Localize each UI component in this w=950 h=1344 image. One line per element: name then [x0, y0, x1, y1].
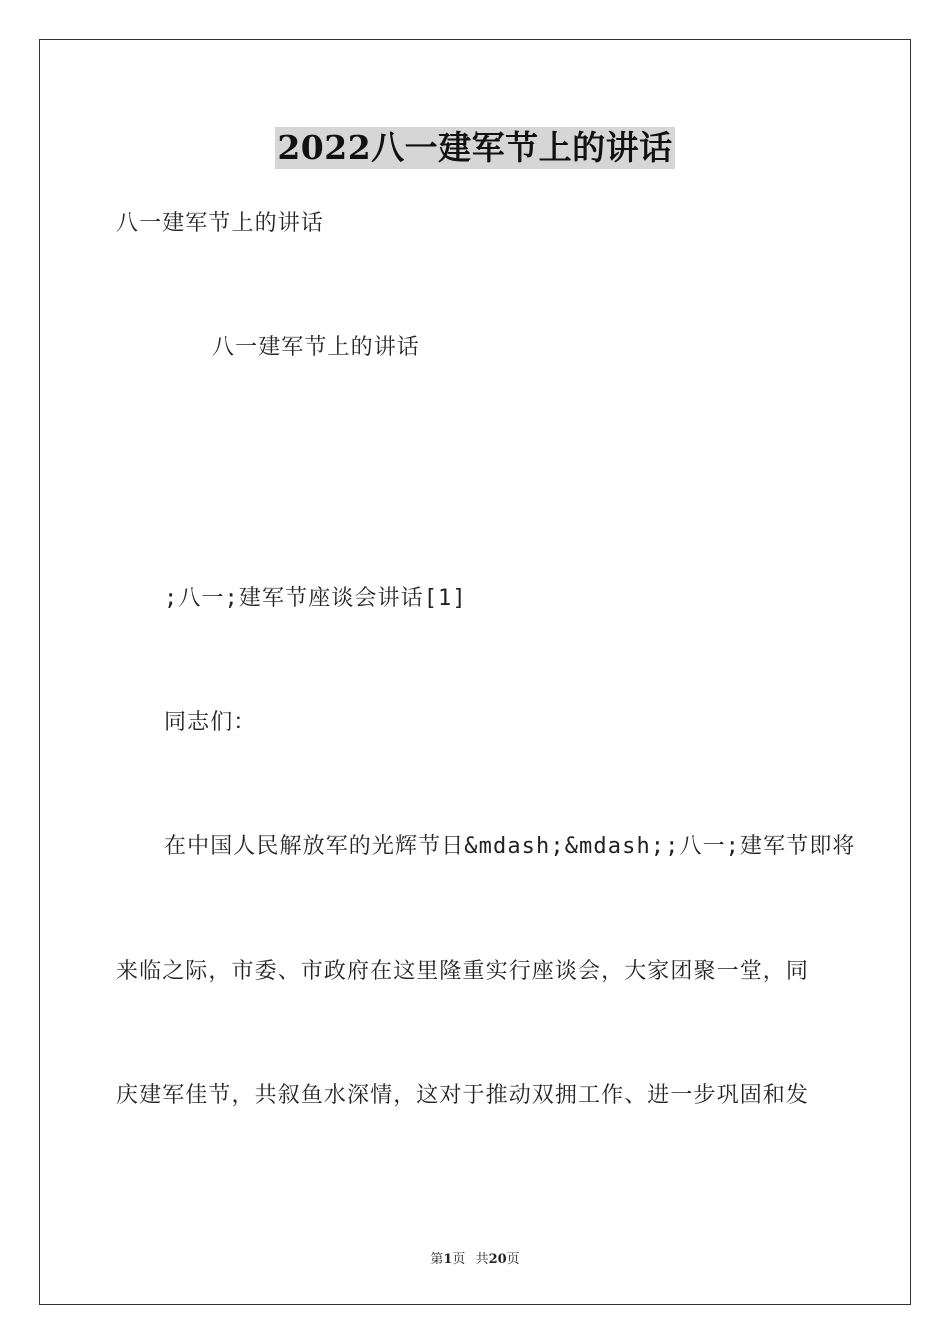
- greeting: 同志们：: [164, 710, 257, 735]
- page-footer: [0, 1248, 950, 1267]
- document-title: 2022八一建军节上的讲话: [277, 128, 673, 167]
- speech-heading: ;八一;建军节座谈会讲话[1]: [164, 586, 467, 611]
- footer-page-suffix: 页: [452, 1252, 466, 1267]
- footer-page-prefix: 第: [430, 1252, 444, 1267]
- body-line: 来临之际，市委、市政府在这里隆重实行座谈会，大家团聚一堂，同: [116, 959, 810, 984]
- subtitle-indented: 八一建军节上的讲话: [212, 335, 420, 360]
- body-line: 庆建军佳节，共叙鱼水深情，这对于推动双拥工作、进一步巩固和发: [116, 1083, 810, 1108]
- footer-page-number: 1: [443, 1252, 453, 1267]
- title-container: [0, 127, 950, 169]
- body-line: 在中国人民解放军的光辉节日&mdash;&mdash;;八一;建军节即将: [164, 834, 856, 859]
- footer-total-prefix: 共: [475, 1252, 489, 1267]
- footer-total-pages: 20: [488, 1252, 507, 1267]
- footer-total-suffix: 页: [506, 1252, 520, 1267]
- subtitle-left: 八一建军节上的讲话: [116, 211, 324, 236]
